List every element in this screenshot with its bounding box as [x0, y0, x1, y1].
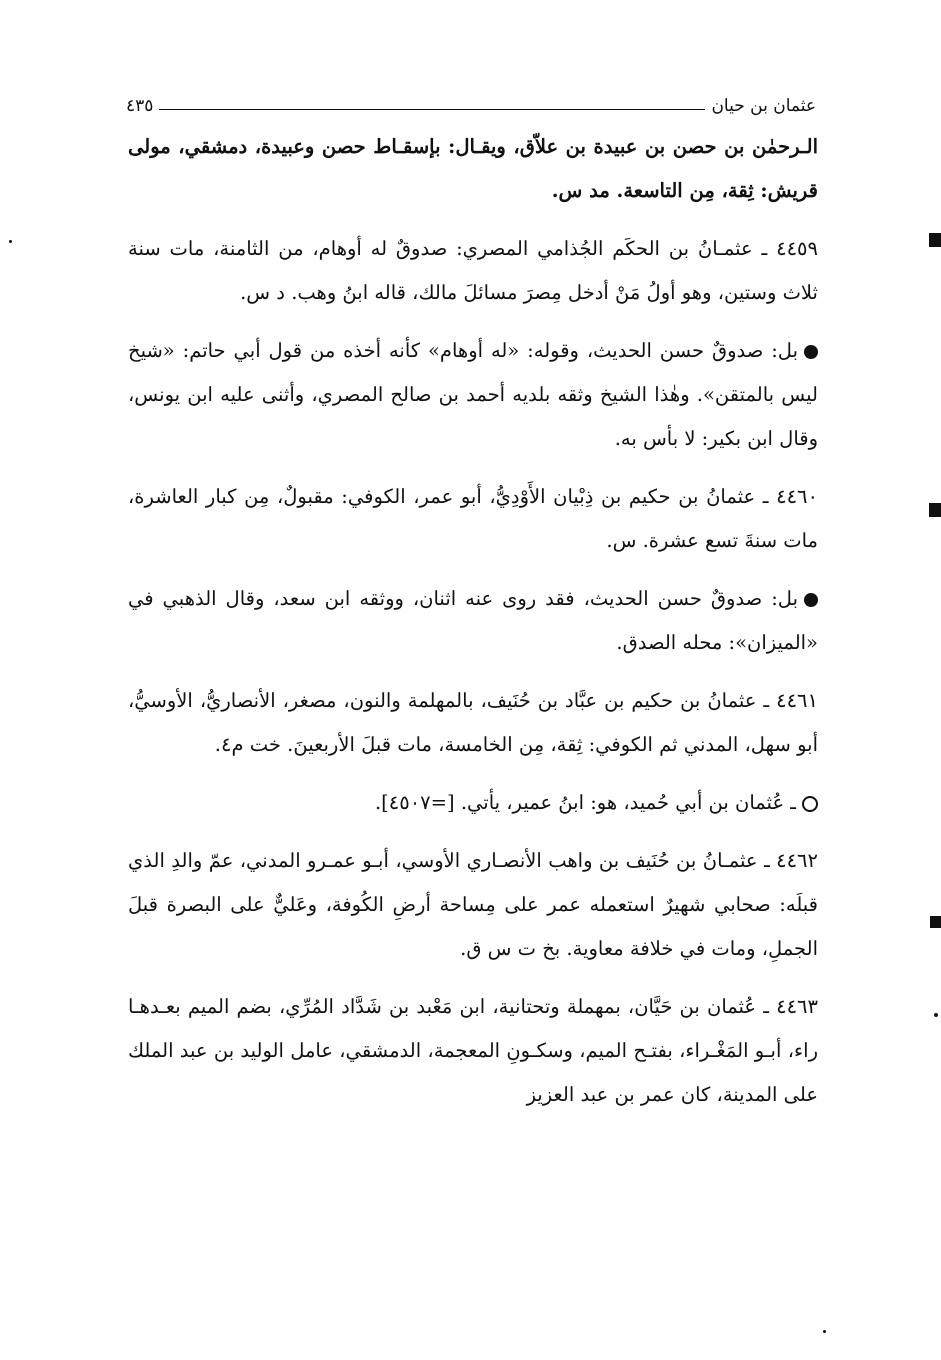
scan-mark — [929, 503, 941, 517]
entry-4463: ٤٤٦٣ ـ عُثمان بن حَيَّان، بمهملة وتحتانية، ابن مَعْبد بن شَدَّاد المُرِّي، بضم الميم بعـدهـا راء، أبـو المَغْـراء، بفتـح الميم، وسكـونِ المعجمة، الدمشقي، عامل الوليد بن عبد الملك على المدينة، كان عمر بن عبد العزيز — [128, 995, 818, 1106]
entry-4459: ٤٤٥٩ ـ عثمـانُ بن الحكَم الجُذامي المصري: صدوقٌ له أوهام، من الثامنة، مات سنة ثلاث وستين، وهو أولُ مَنْ أدخل مِصرَ مسائلَ مالك، قاله ابنُ وهب. د س. — [128, 237, 818, 304]
comment-4460: بل: صدوقٌ حسن الحديث، فقد روى عنه اثنان، ووثقه ابن سعد، وقال الذهبي في «الميزان»: محله الصدق. — [128, 587, 818, 654]
bullet-icon — [804, 593, 818, 607]
page-number: ٤٣٥ — [126, 96, 154, 116]
cross-reference: ـ عُثمان بن أبي حُميد، هو: ابنُ عمير، يأتي. [=٤٥٠٧]. — [128, 781, 818, 825]
bullet-icon — [804, 345, 818, 359]
circle-icon — [802, 796, 818, 812]
entry-4462: ٤٤٦٢ ـ عثمـانُ بن حُنَيف بن واهب الأنصـاري الأوسي، أبـو عمـرو المدني، عمّ والدِ الذي قبلَه: صحابي شهيرٌ استعمله عمر على مِساحة أرضِ الكُوفة، وعَليٌّ على البصرة قبلَ الجملِ، ومات في خلافة معاوية. بخ ت س ق. — [128, 849, 818, 960]
scan-mark — [929, 233, 941, 247]
comment-4459: بل: صدوقٌ حسن الحديث، وقوله: «له أوهام» كأنه أخذه من قول أبي حاتم: «شيخ ليس بالمتقن». وهٰذا الشيخ وثقه بلديه أحمد بن صالح المصري، وأثنى عليه ابن يونس، وقال ابن بكير: لا بأس به. — [128, 339, 818, 450]
entry-4460: ٤٤٦٠ ـ عثمانُ بن حكيم بن ذِبْيان الأَوْدِيُّ، أبو عمر، الكوفي: مقبولٌ، مِن كبار العاشرة، مات سنةَ تسع عشرة. س. — [128, 485, 818, 552]
scan-mark — [823, 1330, 826, 1333]
page-header — [126, 86, 816, 116]
scan-mark — [930, 916, 941, 928]
entry-4461: ٤٤٦١ ـ عثمانُ بن حكيم بن عبَّاد بن حُنَيف، بالمهلمة والنون، مصغر، الأنصاريُّ، الأوسيُّ، أبو سهل، المدني ثم الكوفي: ثِقة، مِن الخامسة، مات قبلَ الأربعينَ. خت م٤. — [128, 689, 818, 756]
running-title: عثمان بن حيان — [711, 96, 816, 116]
scan-mark — [9, 240, 12, 243]
header-rule — [159, 109, 705, 110]
entry-continuation: الـرحمٰن بن حصن بن عبيدة بن علاّق، ويقـال: بإسقـاط حصن وعبيدة، دمشقي، مولى قريش: ثِقة، مِن التاسعة. مد س. — [128, 135, 818, 202]
scan-mark — [934, 1013, 938, 1017]
page-body — [128, 125, 818, 1131]
